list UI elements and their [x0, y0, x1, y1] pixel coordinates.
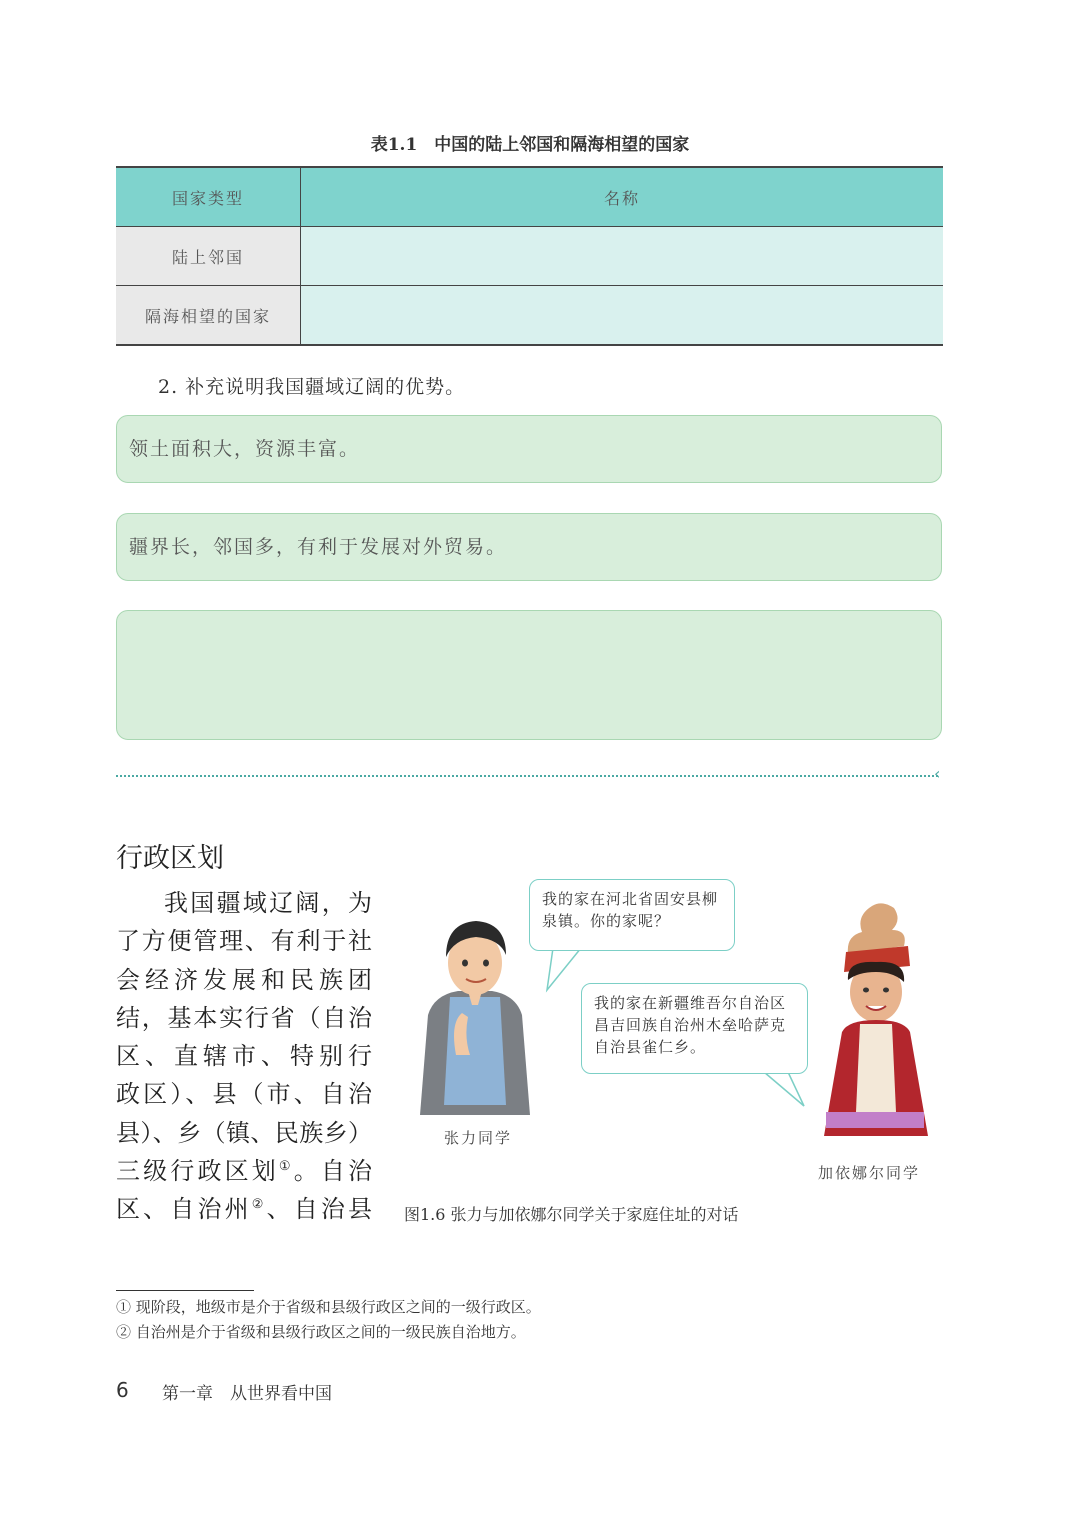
- body-line: 结，基本实行省（自治: [116, 1003, 372, 1032]
- section-body: [116, 884, 372, 1229]
- row-name-sea: [301, 286, 944, 346]
- speech-bubble-tail-2: [760, 1070, 808, 1110]
- question-2: 2. 补充说明我国疆域辽阔的优势。: [158, 376, 466, 398]
- body-line: 区、直辖市、特别行: [116, 1042, 372, 1071]
- speech-bubble-boy: 我的家在河北省固安县柳泉镇。你的家呢？: [529, 879, 735, 951]
- footnote-mark-1: ①: [278, 1159, 294, 1175]
- answer-box-1: 领土面积大，资源丰富。: [116, 415, 942, 483]
- body-line: 县）、乡（镇、民族乡）: [116, 1118, 372, 1147]
- body-line-text: 。自治: [293, 1157, 373, 1186]
- body-line: 会经济发展和民族团: [116, 965, 372, 994]
- girl-label: 加依娜尔同学: [818, 1164, 921, 1182]
- body-line: [116, 1152, 372, 1190]
- girl-illustration: [812, 900, 938, 1160]
- speech-bubble-tail-1: [545, 948, 585, 994]
- neighbor-countries-table: [116, 166, 943, 346]
- figure-caption: 图1.6 张力与加依娜尔同学关于家庭住址的对话: [404, 1205, 739, 1224]
- row-type-sea: 隔海相望的国家: [116, 286, 301, 346]
- boy-illustration: [410, 905, 540, 1125]
- header-name: 名称: [603, 188, 640, 208]
- body-line: 政区）、县（市、自治: [116, 1080, 372, 1109]
- row-type-land: 陆上邻国: [116, 227, 301, 286]
- boy-label: 张力同学: [444, 1129, 513, 1147]
- table-row: [116, 227, 943, 286]
- body-line-text: 区、自治州: [116, 1195, 252, 1224]
- dotted-divider: [116, 775, 938, 777]
- footnote-2: ② 自治州是介于省级和县级行政区之间的一级民族自治地方。: [116, 1323, 526, 1341]
- table-caption: 表1.1 中国的陆上邻国和隔海相望的国家: [370, 135, 690, 155]
- row-name-land: [301, 227, 944, 286]
- chevron-left-icon: ‹: [934, 764, 941, 783]
- answer-box-2: 疆界长，邻国多，有利于发展对外贸易。: [116, 513, 942, 581]
- section-heading: 行政区划: [116, 843, 224, 874]
- chapter-title: 第一章 从世界看中国: [162, 1384, 332, 1404]
- table-row: [116, 286, 943, 346]
- body-line: [116, 1190, 372, 1228]
- footnote-mark-2: ②: [251, 1197, 267, 1213]
- table-header-row: [116, 167, 943, 227]
- speech-bubble-girl: 我的家在新疆维吾尔自治区昌吉回族自治州木垒哈萨克自治县雀仁乡。: [581, 983, 808, 1074]
- answer-box-3: [116, 610, 942, 740]
- body-line-text: 、自治县: [266, 1195, 373, 1224]
- page-number: 6: [116, 1378, 129, 1402]
- header-country-type: 国家类型: [116, 167, 301, 227]
- body-line: 了方便管理、有利于社: [116, 927, 372, 956]
- footnote-rule: [116, 1290, 254, 1291]
- footnote-1: ① 现阶段，地级市是介于省级和县级行政区之间的一级行政区。: [116, 1298, 541, 1316]
- body-line-text: 三级行政区划: [116, 1157, 279, 1186]
- body-line: 我国疆域辽阔，为: [164, 889, 372, 917]
